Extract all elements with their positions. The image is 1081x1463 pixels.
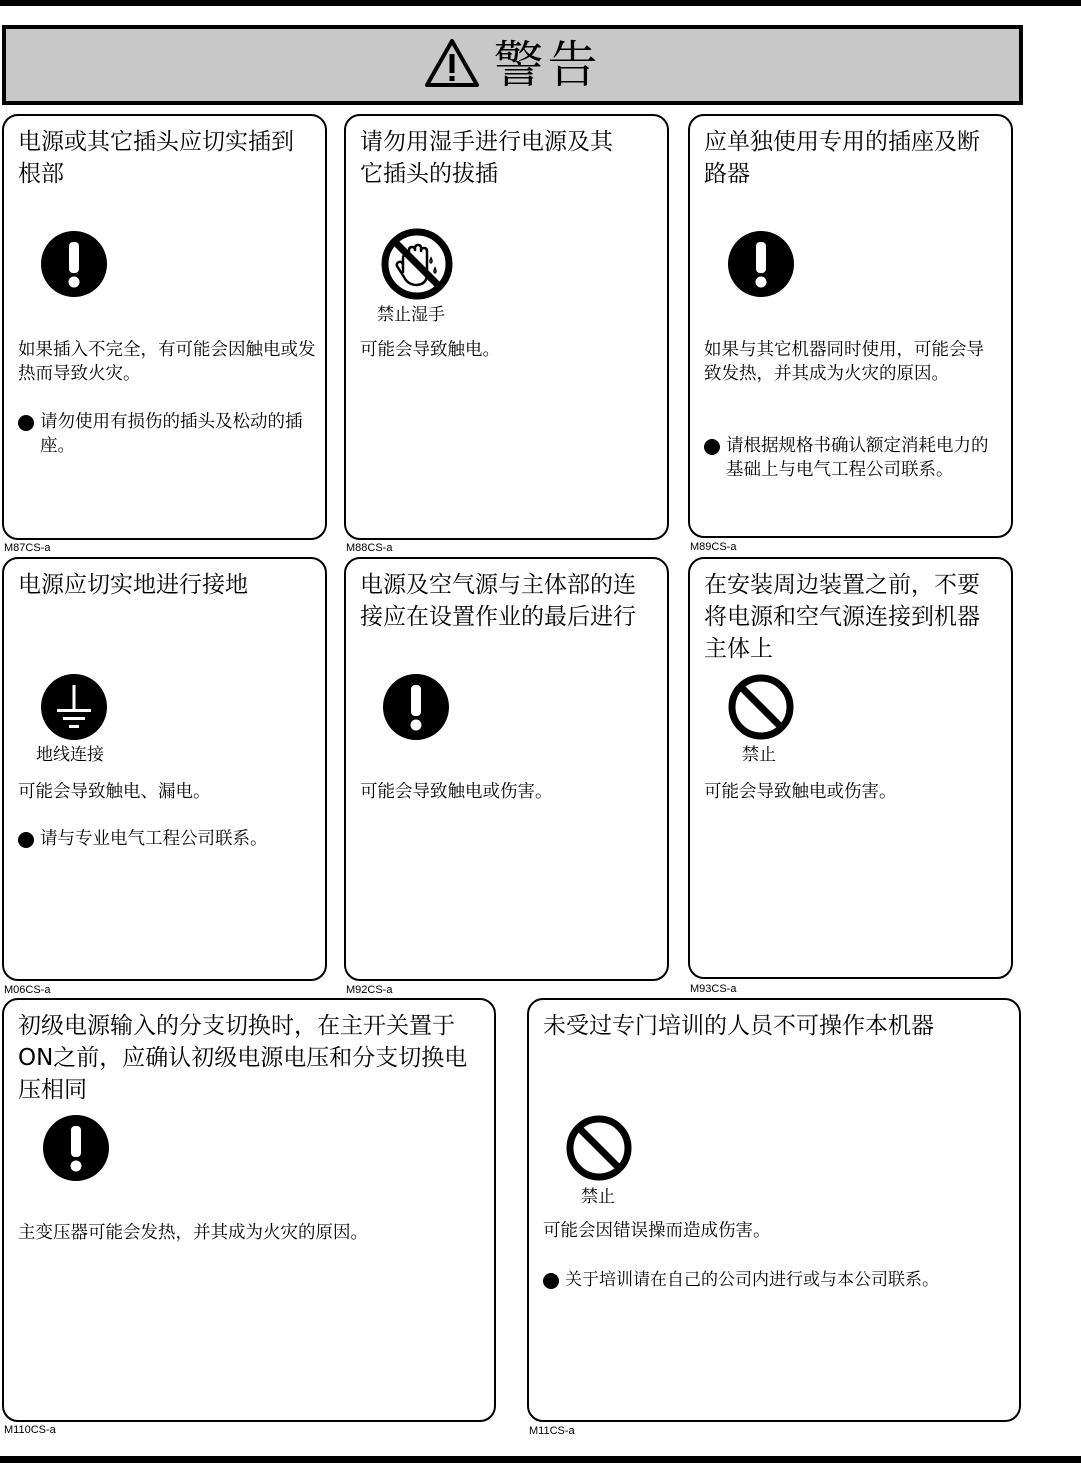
warning-card-connection-order [344,557,669,981]
warning-card-dedicated-outlet [688,114,1013,538]
card-title: 初级电源输入的分支切换时，在主开关置于ON之前，应确认初级电源电压和分支切换电压相同 [18,1013,468,1103]
warning-card-wet-hands [344,114,669,540]
bullet-text: 请根据规格书确认额定消耗电力的基础上与电气工程公司联系。 [726,436,989,480]
card-code: M87CS-a [4,542,51,554]
bullet-dot [18,415,34,431]
banner-title: 警告 [493,36,602,94]
card-code: M06CS-a [4,984,51,996]
card-title: 请勿用湿手进行电源及其它插头的拔插 [360,129,613,187]
bullet-text: 请与专业电气工程公司联系。 [40,829,268,849]
card-body: 主变压器可能会发热，并其成为火灾的原因。 [18,1223,368,1243]
card-body: 可能会导致触电或伤害。 [704,782,897,802]
card-bullet [704,434,999,482]
card-code: M93CS-a [690,983,737,995]
symbol-caption: 禁止湿手 [377,305,445,325]
bullet-dot [543,1273,559,1289]
card-title: 电源及空气源与主体部的连接应在设置作业的最后进行 [360,572,636,630]
ground-icon [40,673,108,741]
card-code: M110CS-a [4,1424,56,1436]
card-title: 未受过专门培训的人员不可操作本机器 [543,1013,934,1039]
symbol-caption: 禁止 [581,1187,615,1207]
card-code: M89CS-a [690,541,737,553]
exclamation-icon [382,673,450,741]
exclamation-icon [727,230,795,298]
card-title: 应单独使用专用的插座及断路器 [704,129,980,187]
card-body: 可能会导致触电。 [360,340,500,360]
card-bullet [543,1268,1017,1292]
card-bullet [18,827,319,851]
no-wet-hands-icon [381,228,453,300]
warning-card-voltage-branch [2,998,496,1422]
warning-card-plug-insert [2,114,327,540]
prohibited-icon [727,673,795,741]
card-title: 电源应切实地进行接地 [18,572,248,598]
warning-card-peripheral-install [688,557,1013,979]
top-rule [0,0,1081,6]
card-title: 电源或其它插头应切实插到根部 [18,129,294,187]
card-body: 可能会因错误操而造成伤害。 [543,1221,771,1241]
bullet-dot [18,832,34,848]
warning-card-grounding [2,557,327,981]
card-body: 可能会导致触电、漏电。 [18,782,211,802]
warning-card-training [527,998,1021,1422]
warning-triangle-icon [424,38,480,92]
card-code: M88CS-a [346,542,393,554]
card-body: 可能会导致触电或伤害。 [360,782,553,802]
card-body: 如果与其它机器同时使用，可能会导致发热，并其成为火灾的原因。 [704,340,984,384]
bottom-rule [0,1456,1081,1463]
card-code: M11CS-a [529,1425,575,1437]
bullet-dot [704,439,720,455]
card-bullet [18,410,319,458]
exclamation-icon [42,1114,110,1182]
symbol-caption: 地线连接 [36,745,104,765]
card-code: M92CS-a [346,984,393,996]
warning-banner [2,25,1023,105]
card-title: 在安装周边装置之前，不要将电源和空气源连接到机器主体上 [704,572,980,662]
bullet-text: 请勿使用有损伤的插头及松动的插座。 [40,412,303,456]
symbol-caption: 禁止 [742,745,776,765]
card-body: 如果插入不完全，有可能会因触电或发热而导致火灾。 [18,340,316,384]
prohibited-icon [565,1114,633,1182]
bullet-text: 关于培训请在自己的公司内进行或与本公司联系。 [565,1270,939,1290]
exclamation-icon [40,230,108,298]
